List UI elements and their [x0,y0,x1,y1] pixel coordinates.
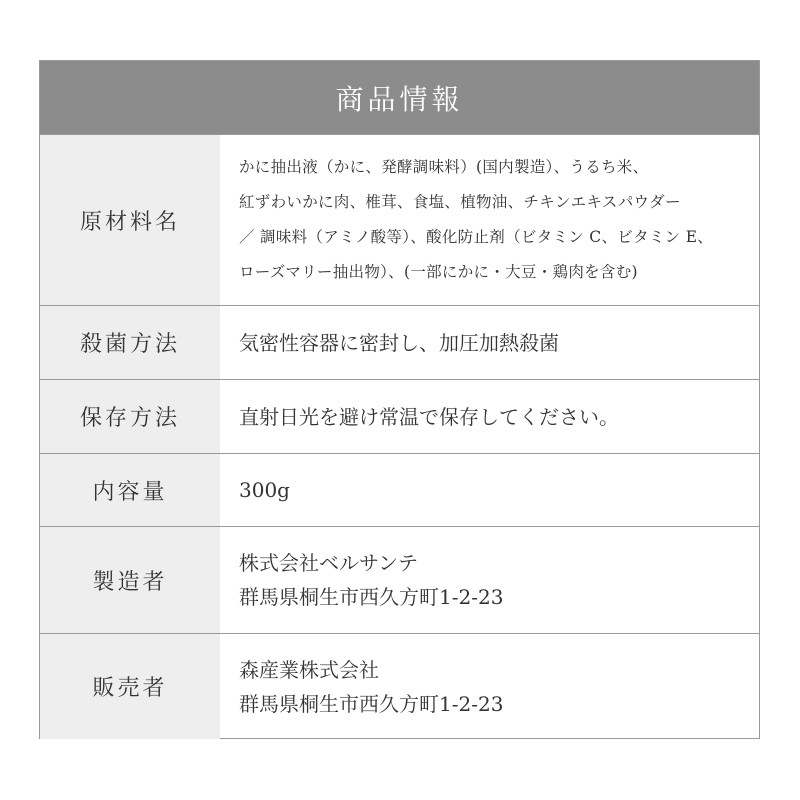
row-value-storage [220,380,759,453]
row-label-manufacturer: 製造者 [40,527,220,633]
content-amount-text: 300g [239,478,290,502]
ingredients-line: かに抽出液（かに、発酵調味料）(国内製造）、うるち米、 [239,158,649,176]
ingredients-line: ローズマリー抽出物）、(一部にかに・大豆・鶏肉を含む) [239,263,638,281]
row-label-seller: 販売者 [40,634,220,739]
table-header [40,61,759,134]
row-value-manufacturer [220,527,759,633]
table-title: 商品情報 [335,82,464,116]
row-label-ingredients: 原材料名 [40,135,220,305]
row-label-storage: 保存方法 [40,380,220,453]
ingredients-line: 紅ずわいかに肉、椎茸、食塩、植物油、チキンエキスパウダー [239,193,681,211]
table-row-content-amount [40,453,759,526]
row-label-sterilization: 殺菌方法 [40,306,220,379]
table-row-seller [40,633,759,739]
table-row-ingredients [40,134,759,305]
manufacturer-address: 群馬県桐生市西久方町1-2-23 [239,585,504,609]
table-row-sterilization [40,305,759,379]
seller-name: 森産業株式会社 [239,657,379,682]
row-value-sterilization [220,306,759,379]
manufacturer-name: 株式会社ベルサンテ [239,551,418,575]
sterilization-text: 気密性容器に密封し、加圧加熱殺菌 [239,330,559,355]
seller-address: 群馬県桐生市西久方町1-2-23 [239,691,504,716]
table-row-manufacturer [40,526,759,633]
table-row-storage [40,379,759,453]
row-value-content-amount [220,454,759,526]
ingredients-line: ／ 調味料（アミノ酸等）、酸化防止剤（ビタミン C、ビタミン E、 [239,228,714,246]
product-info-table [39,60,760,739]
row-label-content-amount: 内容量 [40,454,220,526]
row-value-seller [220,634,759,739]
row-value-ingredients [220,135,759,305]
storage-text: 直射日光を避け常温で保存してください。 [239,404,619,429]
